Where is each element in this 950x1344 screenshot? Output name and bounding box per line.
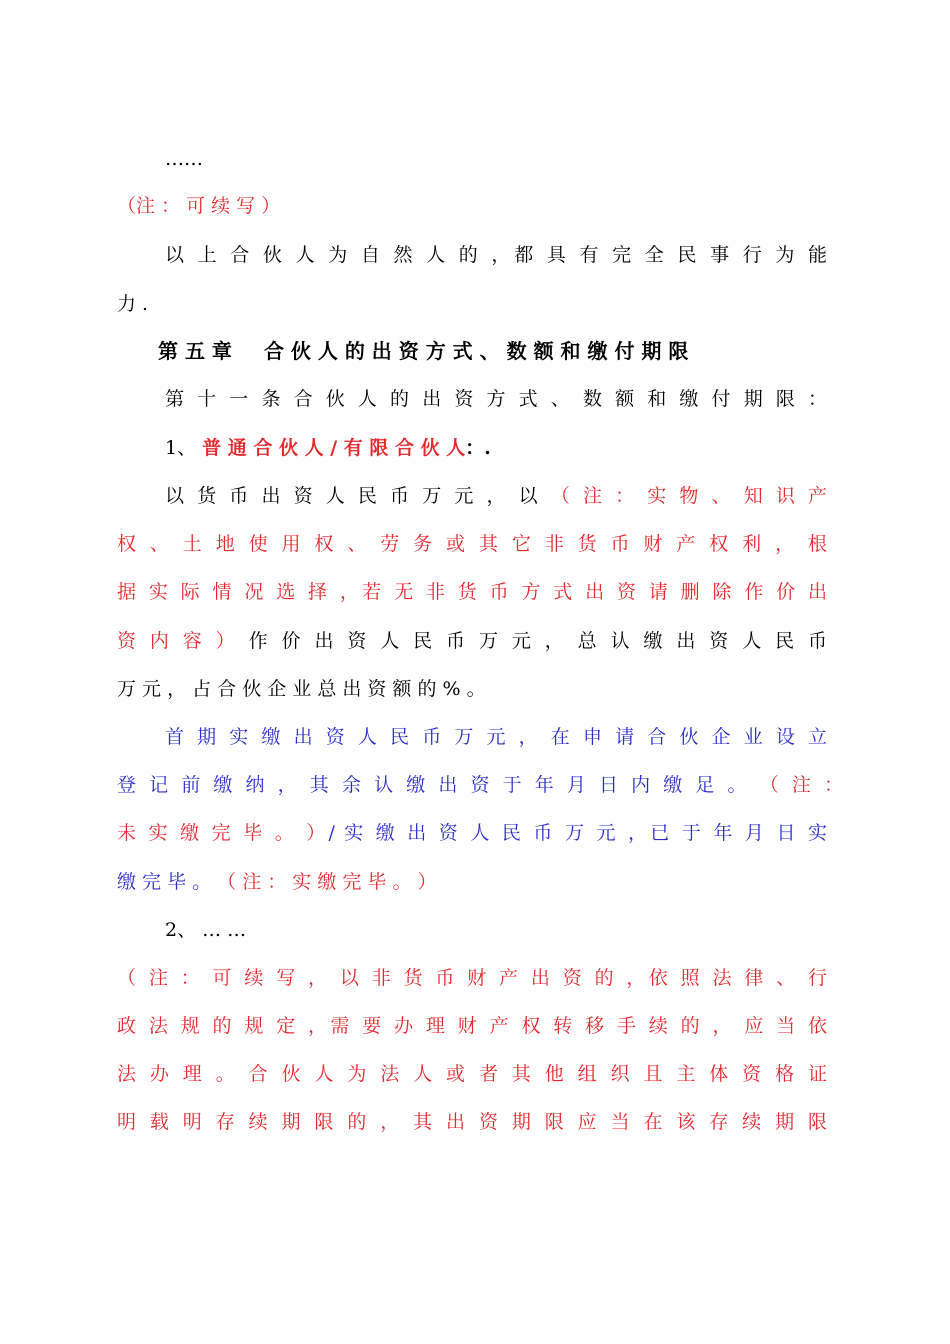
para2-line-3-note: 未 实 缴 完 毕 。 ） bbox=[117, 822, 329, 844]
para1-line-4 bbox=[117, 627, 827, 655]
item-1-label: 普 通 合 伙 人 / 有 限 合 伙 人 bbox=[202, 437, 466, 459]
para1-line-1-note: （ 注 ： 实 物 、 知 识 产 bbox=[550, 485, 828, 507]
item-1-number: 1、 bbox=[165, 437, 197, 459]
para2-line-1: 首 期 实 缴 出 资 人 民 币 万 元 ， 在 申 请 合 伙 企 业 设 立 bbox=[165, 726, 827, 748]
note-line-3: 法 办 理 。 合 伙 人 为 法 人 或 者 其 他 组 织 且 主 体 资 格 证 bbox=[117, 1063, 827, 1085]
para2-line-4-text: 缴 完 毕 。 bbox=[117, 871, 212, 893]
chapter-number: 第 五 章 bbox=[158, 339, 232, 363]
para1-line-1-text: 以 货 币 出 资 人 民 币 万 元 ， 以 bbox=[165, 485, 542, 507]
item-1 bbox=[165, 434, 875, 462]
para1-line-4-note: 资 内 容 ） bbox=[117, 630, 239, 652]
item-2: 2、 … … bbox=[165, 919, 247, 941]
para2-line-2-note: （ 注 ： bbox=[759, 774, 843, 796]
natural-person-line-2: 力 . bbox=[117, 293, 149, 315]
ellipsis-top: …… bbox=[165, 148, 203, 170]
item-1-suffix: ：. bbox=[465, 437, 491, 459]
note-line-2: 政 法 规 的 规 定 ，需 要 办 理 财 产 权 转 移 手 续 的 ， 应 当 依 bbox=[117, 1015, 827, 1037]
natural-person-line-1: 以 上 合 伙 人 为 自 然 人 的 ，都 具 有 完 全 民 事 行 为 能 bbox=[165, 244, 827, 266]
para1-line-2: 权 、 土 地 使 用 权 、 劳 务 或 其 它 非 货 币 财 产 权 利 ， 根 bbox=[117, 533, 827, 555]
para2-line-3-text: / 实 缴 出 资 人 民 币 万 元 ，已 于 年 月 日 实 bbox=[328, 822, 827, 844]
para2-line-4 bbox=[117, 868, 827, 896]
note-line-1: （ 注 ： 可 续 写 ， 以 非 货 币 财 产 出 资 的 ，依 照 法 律 、 行 bbox=[117, 967, 827, 989]
chapter-title bbox=[158, 337, 868, 365]
note-continue: （注 ： 可 续 写 ） bbox=[117, 195, 281, 217]
para2-line-2-text: 登 记 前 缴 纳 ， 其 余 认 缴 出 资 于 年 月 日 内 缴 足 。 bbox=[117, 774, 751, 796]
para1-line-1 bbox=[165, 482, 827, 510]
chapter-name: 合 伙 人 的 出 资 方 式 、 数 额 和 缴 付 期 限 bbox=[263, 339, 689, 363]
para2-line-4-note: （ 注 ： 实 缴 完 毕 。 ） bbox=[217, 871, 437, 893]
article-11: 第 十 一 条 合 伙 人 的 出 资 方 式 、 数 额 和 缴 付 期 限 ： bbox=[165, 388, 827, 410]
para2-line-3 bbox=[117, 819, 827, 847]
para1-line-4-text: 作 价 出 资 人 民 币 万 元 ， 总 认 缴 出 资 人 民 币 bbox=[248, 630, 827, 652]
para2-line-2 bbox=[117, 771, 843, 799]
para1-line-5: 万 元 ， 占 合 伙 企 业 总 出 资 额 的 % 。 bbox=[117, 678, 486, 700]
para1-line-3: 据 实 际 情 况 选 择 ，若 无 非 货 币 方 式 出 资 请 删 除 作 价 出 bbox=[117, 581, 827, 603]
note-line-4: 明 载 明 存 续 期 限 的 ， 其 出 资 期 限 应 当 在 该 存 续 期 限 bbox=[117, 1111, 827, 1133]
